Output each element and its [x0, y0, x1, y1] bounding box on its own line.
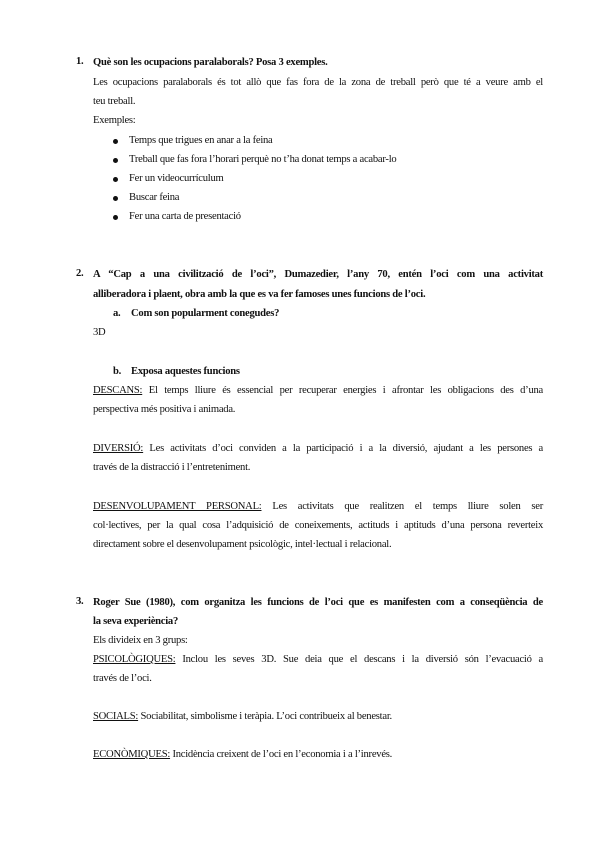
- psicologiques-line1: Inclou les seves 3D. Sue deia que el descans i la diversió són l’evacuació a: [182, 654, 543, 665]
- bullet-icon: [113, 215, 118, 220]
- diversio-line1: Les activitats d’oci conviden a la participació i a la diversió, ajudant a les persones a: [149, 443, 543, 454]
- q3-title-line1: Roger Sue (1980), com organitza les funcions de l’oci que es manifesten com a conseqüència de: [93, 597, 543, 608]
- q3-title-line2: la seva experiència?: [93, 616, 179, 627]
- q1-example-4: Buscar feina: [129, 192, 180, 203]
- q2-sub-a-marker: a.: [113, 308, 121, 319]
- desenvolupament-paragraph: [93, 500, 543, 513]
- q1-answer-line1: Les ocupacions paralaborals és tot allò que fas fora de la zona de treball però que té a veure amb el: [93, 77, 543, 88]
- descans-line1: El temps lliure és essencial per recuperar energies i afrontar les obligacions des d’una: [148, 385, 544, 396]
- descans-line2: perspectiva més positiva i animada.: [93, 404, 236, 415]
- q2-title-line2: alliberadora i plaent, obra amb la que es va fer famoses unes funcions de l’oci.: [93, 289, 426, 300]
- diversio-paragraph: [93, 442, 543, 455]
- socials-paragraph: [93, 710, 392, 723]
- descans-paragraph: [93, 384, 543, 397]
- q1-examples-label: Exemples:: [93, 115, 136, 126]
- economiques-text: Incidència creixent de l’oci en l’economia i a l’inrevés.: [172, 749, 393, 760]
- q1-example-3: Fer un videocurrículum: [129, 173, 224, 184]
- bullet-icon: [113, 158, 118, 163]
- psicologiques-label: PSICOLÒGIQUES:: [93, 654, 176, 665]
- q2-sub-b-marker: b.: [113, 366, 122, 377]
- q1-answer-line2: teu treball.: [93, 96, 136, 107]
- diversio-label: DIVERSIÓ:: [93, 443, 144, 454]
- desenvolupament-line2: col·lectives, per la qual cosa l’adquisició de coneixements, actituds i aptituds d’una persona reverteix: [93, 520, 543, 531]
- socials-text: Sociabilitat, simbolisme i teràpia. L’oci contribueix al benestar.: [140, 711, 392, 722]
- q2-number: 2.: [76, 268, 84, 279]
- q2-title-line1: A “Cap a una civilització de l’oci”, Dumazedier, l’any 70, entén l’oci com una activitat: [93, 269, 543, 280]
- descans-label: DESCANS:: [93, 385, 143, 396]
- economiques-label: ECONÒMIQUES:: [93, 749, 171, 760]
- bullet-icon: [113, 196, 118, 201]
- desenvolupament-line3: directament sobre el desenvolupament psicològic, intel·lectual i relacional.: [93, 539, 392, 550]
- q2-sub-a-title: Com son popularment conegudes?: [131, 308, 280, 319]
- bullet-icon: [113, 139, 118, 144]
- desenvolupament-label: DESENVOLUPAMENT PERSONAL:: [93, 501, 262, 512]
- q1-example-5: Fer una carta de presentació: [129, 211, 241, 222]
- bullet-icon: [113, 177, 118, 182]
- socials-label: SOCIALS:: [93, 711, 139, 722]
- q2-sub-a-answer: 3D: [93, 327, 106, 338]
- psicologiques-paragraph: [93, 653, 543, 666]
- q3-intro: Els divideix en 3 grups:: [93, 635, 188, 646]
- economiques-paragraph: [93, 748, 392, 761]
- q1-title: Què son les ocupacions paralaborals? Posa 3 exemples.: [93, 57, 328, 68]
- desenvolupament-line1: Les activitats que realitzen el temps lliure solen ser: [272, 501, 543, 512]
- q1-example-2: Treball que fas fora l’horari perquè no t’ha donat temps a acabar-lo: [129, 154, 397, 165]
- q3-number: 3.: [76, 596, 84, 607]
- q1-example-1: Temps que trigues en anar a la feina: [129, 135, 273, 146]
- psicologiques-line2: través de l’oci.: [93, 673, 152, 684]
- q1-number: 1.: [76, 56, 84, 67]
- q2-sub-b-title: Exposa aquestes funcions: [131, 366, 240, 377]
- diversio-line2: través de la distracció i l’entreteniment.: [93, 462, 251, 473]
